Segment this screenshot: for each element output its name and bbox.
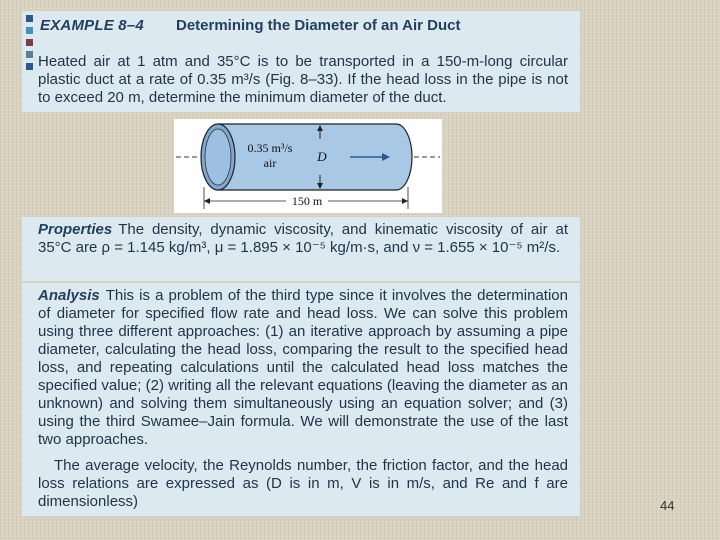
duct-inlet-inner xyxy=(205,129,231,185)
bullet-square-2 xyxy=(26,27,33,34)
bullet-square-4 xyxy=(26,51,33,58)
properties-paragraph xyxy=(38,221,568,257)
analysis-heading: Analysis xyxy=(38,287,100,304)
bullet-square-1 xyxy=(26,15,33,22)
duct-figure xyxy=(174,119,442,213)
bullet-square-3 xyxy=(26,39,33,46)
example-header-panel xyxy=(22,11,580,112)
page-number: 44 xyxy=(660,498,675,513)
bullet-square-5 xyxy=(26,63,33,70)
decorative-bullets xyxy=(26,15,34,75)
fluid-label: air xyxy=(263,156,277,170)
example-problem-text: Heated air at 1 atm and 35°C is to be transported in a 150-m-long circular plastic duct at a rate of 0.35 m³/s (Fig. 8–33). If the head loss in the pipe is not to exceed 20 m, determine the minimum diameter of the duct. xyxy=(38,53,568,106)
length-arrowhead-left xyxy=(204,198,210,204)
example-label: EXAMPLE 8–4 xyxy=(40,17,144,34)
analysis-text-1: This is a problem of the third type since it involves the determination of diameter for specified flow rate and head loss. We can solve this problem using three different approaches: (1) an iterative approach by assuming a pipe diameter, calculating the head loss, comparing the result to the specified head loss, and repeating calculations until the calculated head loss matches the specified value; (2) writing all the relevant equations (leaving the diameter as an unknown) and solving them simultaneously using an equation solver; and (3) using the third Swamee–Jain formula. We will demonstrate the use of the last two approaches. xyxy=(38,287,568,448)
length-label: 150 m xyxy=(291,194,323,208)
flow-rate-label: 0.35 m³/s xyxy=(247,141,293,155)
analysis-panel xyxy=(22,283,580,516)
properties-panel xyxy=(22,217,580,281)
example-title: Determining the Diameter of an Air Duct xyxy=(176,17,461,34)
properties-heading: Properties xyxy=(38,221,113,238)
analysis-paragraph-2: The average velocity, the Reynolds number, the friction factor, and the head loss relations are expressed as (D is in m, V is in m/s, and Re and f are dimensionless) xyxy=(38,457,568,510)
properties-text: The density, dynamic viscosity, and kinematic viscosity of air at 35°C are ρ = 1.145 kg/m³, μ = 1.895 × 10⁻⁵ kg/m·s, and ν = 1.655 × 10⁻⁵ m²/s. xyxy=(38,221,568,256)
length-arrowhead-right xyxy=(402,198,408,204)
duct-diagram xyxy=(174,119,442,213)
analysis-paragraph-1 xyxy=(38,287,568,449)
diameter-label: D xyxy=(317,149,327,164)
